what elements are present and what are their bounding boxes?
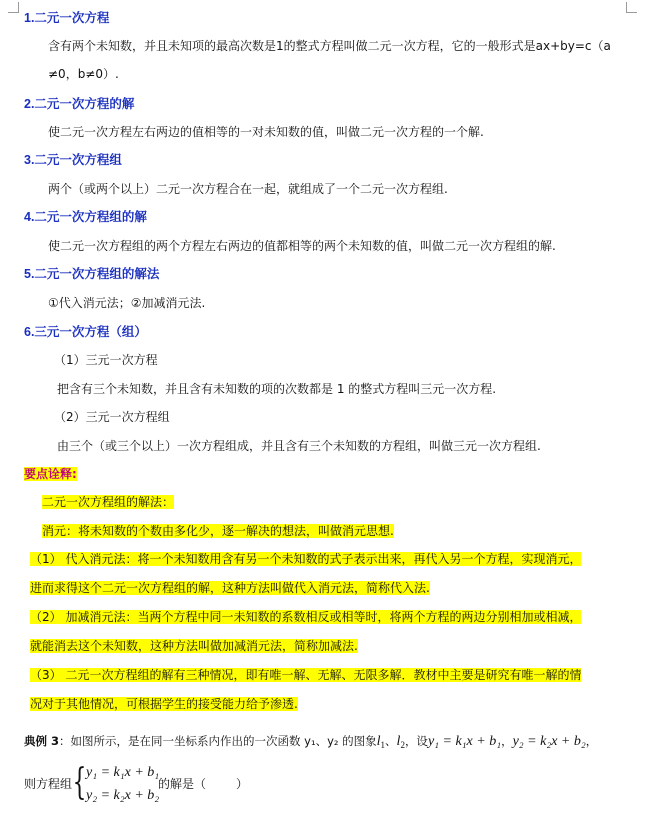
page-corner-mark-left <box>8 2 19 13</box>
section-5-title: 5.二元一次方程组的解法 <box>24 267 160 281</box>
section-2-title: 2.二元一次方程的解 <box>24 97 135 111</box>
note-line-3-text: （1） 代入消元法：将一个未知数用含有另一个未知数的式子表示出来，再代入另一个方程，实现消元， <box>30 552 582 566</box>
example-text-1: ：如图所示，是在同一坐标系内作出的一次函数 y₁、y₂ 的图象 <box>59 734 377 748</box>
note-line-5-text: （2） 加减消元法：当两个方程中同一未知数的系数相反或相等时，将两个方程的两边分别相加或相减， <box>30 610 582 624</box>
key-notes-label-text: 要点诠释: <box>24 467 77 481</box>
system-suffix-text: 的解是（ <box>158 777 207 791</box>
note-line-6 <box>30 638 358 654</box>
note-line-8-text: 况对于其他情况，可根据学生的接受能力给予渗透. <box>30 697 298 711</box>
section-4-title: 4.二元一次方程组的解 <box>24 210 147 224</box>
note-line-1-text: 二元一次方程组的解法： <box>42 495 175 509</box>
note-line-2-text: 消元：将未知数的个数由多化少，逐一解决的想法，叫做消元思想. <box>42 524 394 538</box>
section-2-text: 使二元一次方程左右两边的值相等的一对未知数的值，叫做二元一次方程的一个解. <box>48 125 484 139</box>
system-equation-1: y₁ = k₁x + b₁ <box>86 765 160 780</box>
l2-symbol <box>397 734 405 749</box>
note-line-5 <box>30 609 581 625</box>
key-notes-label <box>24 466 77 482</box>
equation-y1: y₁ = k₁x + b₁ <box>427 734 502 749</box>
l1-symbol <box>377 734 385 749</box>
section-1-text-line-2: ≠0，b≠0）. <box>48 67 119 81</box>
example-text-2: ，设 <box>404 734 428 748</box>
system-prefix: 则方程组 <box>24 777 73 791</box>
equation-y2: y₂ = k₂x + b₂ <box>512 734 586 749</box>
section-1-title: 1.二元一次方程 <box>24 11 110 25</box>
section-6-text-1: 把含有三个未知数，并且含有未知数的项的次数都是 1 的整式方程叫三元一次方程. <box>57 382 497 396</box>
section-6-sub-1: （1）三元一次方程 <box>54 353 158 367</box>
system-close-paren: ） <box>236 777 249 791</box>
section-3-title: 3.二元一次方程组 <box>24 153 122 167</box>
example-separator: 、 <box>385 734 397 748</box>
l2-subscript: 2 <box>400 740 405 750</box>
page-corner-mark-right <box>626 2 637 13</box>
section-1-text-line-1: 含有两个未知数，并且未知项的最高次数是1的整式方程叫做二元一次方程，它的一般形式是ax+by=c（a <box>48 39 611 53</box>
note-line-1 <box>42 494 174 510</box>
note-line-7-text: （3） 二元一次方程组的解有三种情况，即有唯一解、无解、无限多解．教材中主要是研究有唯一解的情 <box>30 668 582 682</box>
note-line-4 <box>30 580 430 596</box>
note-line-7 <box>30 667 581 683</box>
note-line-3 <box>30 551 581 567</box>
system-equation-2: y₂ = k₂x + b₂ <box>86 788 160 803</box>
system-suffix <box>158 776 248 792</box>
l2-letter: l <box>396 734 401 749</box>
example-label: 典例 3 <box>24 734 60 748</box>
note-line-6-text: 就能消去这个未知数，这种方法叫做加减消元法，简称加减法. <box>30 639 358 653</box>
l1-subscript: 1 <box>380 740 386 750</box>
section-5-text: ①代入消元法；②加减消元法. <box>48 296 206 310</box>
example-text-3: ， <box>585 734 598 748</box>
note-line-4-text: 进而求得这个二元一次方程组的解，这种方法叫做代入消元法，简称代入法. <box>30 581 430 595</box>
section-4-text: 使二元一次方程组的两个方程左右两边的值都相等的两个未知数的值，叫做二元一次方程组的解. <box>48 239 556 253</box>
example-line-1 <box>24 733 597 753</box>
section-6-title: 6.三元一次方程（组） <box>24 325 147 339</box>
note-line-2 <box>42 523 394 539</box>
l1-letter: l <box>376 734 381 749</box>
example-comma: ， <box>501 734 513 748</box>
note-line-8 <box>30 696 298 712</box>
section-3-text: 两个（或两个以上）二元一次方程合在一起，就组成了一个二元一次方程组. <box>48 182 448 196</box>
section-6-text-2: 由三个（或三个以上）一次方程组成，并且含有三个未知数的方程组，叫做三元一次方程组. <box>57 439 541 453</box>
system-brace: { <box>72 762 87 803</box>
section-6-sub-2: （2）三元一次方程组 <box>54 410 170 424</box>
